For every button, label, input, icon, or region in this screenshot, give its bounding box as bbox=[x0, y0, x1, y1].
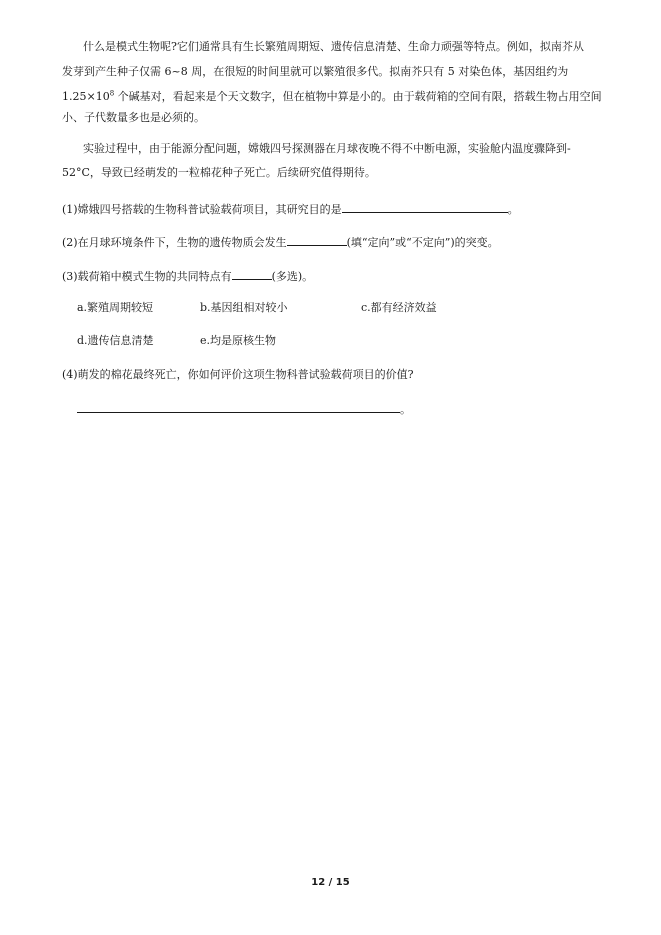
paragraph1-line3 bbox=[62, 90, 602, 104]
option-e: e.均是原核生物 bbox=[200, 334, 277, 347]
question-2-text: (2)在月球环境条件下，生物的遗传物质会发生 bbox=[62, 236, 287, 249]
question-4-end: 。 bbox=[400, 403, 411, 416]
question-3-text: (3)载荷箱中模式生物的共同特点有 bbox=[62, 270, 232, 283]
paragraph1-line4: 小、子代数量多也是必须的。 bbox=[62, 111, 205, 124]
option-b: b.基因组相对较小 bbox=[200, 301, 288, 314]
question-1-text: (1)嫦娥四号搭载的生物科普试验载荷项目，其研究目的是 bbox=[62, 203, 342, 216]
question-2 bbox=[62, 234, 499, 250]
question-1-end: 。 bbox=[507, 203, 519, 216]
sci-notation-base: 1.25×10 bbox=[62, 90, 110, 103]
sci-notation-exponent: 8 bbox=[109, 89, 115, 98]
answer-blank-4[interactable] bbox=[77, 401, 400, 413]
paragraph1-line2: 发芽到产生种子仅需 6~8 周，在很短的时间里就可以繁殖很多代。拟南芥只有 5 对染色体，基因组约为 bbox=[62, 65, 569, 78]
paragraph1-line1: 什么是模式生物呢?它们通常具有生长繁殖周期短、遗传信息清楚、生命力顽强等特点。例如，拟南芥从 bbox=[83, 40, 584, 53]
answer-blank-3[interactable] bbox=[232, 268, 272, 280]
question-3 bbox=[62, 268, 313, 284]
answer-blank-1[interactable] bbox=[342, 201, 508, 213]
question-2-end: (填“定向”或“不定向”)的突变。 bbox=[346, 236, 499, 249]
question-1 bbox=[62, 201, 519, 217]
paragraph2-line2: 52°C，导致已经萌发的一粒棉花种子死亡。后续研究值得期待。 bbox=[62, 166, 376, 179]
option-c: c.都有经济效益 bbox=[361, 301, 437, 314]
answer-blank-2[interactable] bbox=[287, 234, 347, 246]
page-number: 12 / 15 bbox=[311, 877, 350, 888]
paragraph1-line3-rest: 个碱基对，看起来是个天文数字，但在植物中算是小的。由于载荷箱的空间有限，搭载生物占用空间 bbox=[114, 90, 602, 103]
question-4-answer bbox=[77, 401, 411, 417]
paragraph2-line1: 实验过程中，由于能源分配问题，嫦娥四号探测器在月球夜晚不得不中断电源，实验舱内温度骤降到- bbox=[83, 142, 571, 155]
option-d: d.遗传信息清楚 bbox=[77, 334, 154, 347]
question-4: (4)萌发的棉花最终死亡，你如何评价这项生物科普试验载荷项目的价值? bbox=[62, 368, 414, 381]
question-3-end: (多选)。 bbox=[271, 270, 314, 283]
option-a: a.繁殖周期较短 bbox=[77, 301, 154, 314]
